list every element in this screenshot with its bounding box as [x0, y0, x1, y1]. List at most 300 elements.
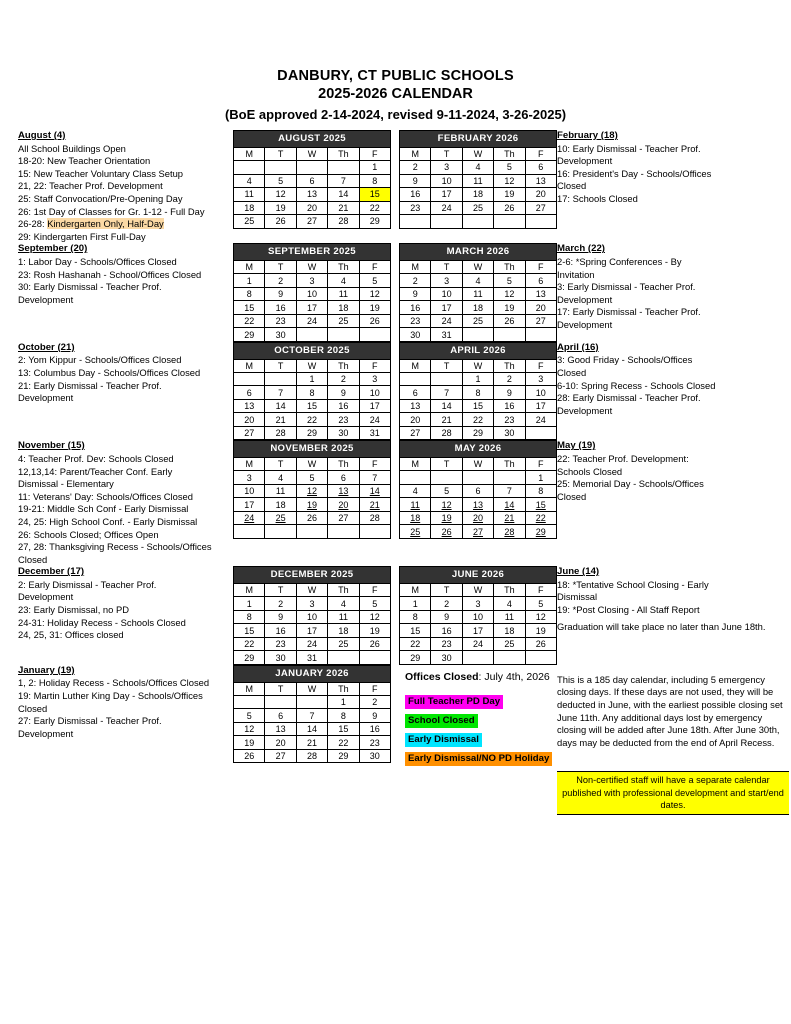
- day-cell[interactable]: 24: [296, 314, 327, 328]
- day-cell[interactable]: 1: [234, 274, 265, 288]
- day-cell[interactable]: 30: [431, 651, 462, 665]
- day-cell[interactable]: 19: [265, 201, 296, 215]
- day-cell[interactable]: 23: [359, 736, 390, 750]
- day-cell[interactable]: 12: [494, 287, 525, 301]
- day-cell[interactable]: 10: [296, 287, 327, 301]
- day-cell[interactable]: 12: [359, 610, 390, 624]
- day-cell[interactable]: 20: [400, 413, 431, 427]
- notes-line: Development: [557, 293, 613, 305]
- dow-header: W: [296, 359, 327, 372]
- day-cell[interactable]: 13: [462, 498, 493, 512]
- day-cell[interactable]: [400, 471, 431, 485]
- day-cell[interactable]: 22: [400, 637, 431, 651]
- day-cell[interactable]: 15: [234, 301, 265, 315]
- day-cell[interactable]: [296, 525, 327, 539]
- day-cell[interactable]: [431, 215, 462, 229]
- day-cell[interactable]: 6: [462, 484, 493, 498]
- day-cell[interactable]: 19: [494, 301, 525, 315]
- day-cell[interactable]: 28: [265, 426, 296, 440]
- day-cell[interactable]: [359, 525, 390, 539]
- day-cell[interactable]: 17: [234, 498, 265, 512]
- day-cell[interactable]: 19: [359, 301, 390, 315]
- day-cell[interactable]: 4: [328, 274, 359, 288]
- day-cell[interactable]: 28: [296, 749, 327, 763]
- day-cell[interactable]: 2: [265, 597, 296, 611]
- day-cell[interactable]: 30: [328, 426, 359, 440]
- day-cell[interactable]: 25: [234, 215, 265, 229]
- day-cell[interactable]: 3: [296, 597, 327, 611]
- calendar-may: [399, 440, 557, 566]
- notes-line: 19: Martin Luther King Day - Schools/Offices: [18, 689, 203, 701]
- day-cell[interactable]: 3: [234, 471, 265, 485]
- day-cell[interactable]: 12: [265, 188, 296, 202]
- day-cell[interactable]: 1: [234, 597, 265, 611]
- day-cell[interactable]: 3: [525, 372, 556, 386]
- day-cell[interactable]: 7: [296, 709, 327, 723]
- day-cell[interactable]: 25: [494, 637, 525, 651]
- day-cell[interactable]: [431, 471, 462, 485]
- day-cell[interactable]: 5: [265, 174, 296, 188]
- notes-heading: April (16): [557, 341, 599, 353]
- day-cell[interactable]: [328, 651, 359, 665]
- day-cell[interactable]: 19: [494, 188, 525, 202]
- day-cell[interactable]: 29: [525, 525, 556, 539]
- day-cell[interactable]: 16: [328, 399, 359, 413]
- day-cell[interactable]: [234, 372, 265, 386]
- day-cell[interactable]: 23: [494, 413, 525, 427]
- day-cell[interactable]: 3: [462, 597, 493, 611]
- day-cell[interactable]: 28: [431, 426, 462, 440]
- day-cell[interactable]: [328, 328, 359, 342]
- day-cell[interactable]: 11: [462, 174, 493, 188]
- day-cell[interactable]: 17: [296, 301, 327, 315]
- day-cell[interactable]: 20: [525, 301, 556, 315]
- day-cell[interactable]: 26: [494, 314, 525, 328]
- day-cell[interactable]: 27: [525, 314, 556, 328]
- day-cell[interactable]: 24: [525, 413, 556, 427]
- day-cell[interactable]: 23: [400, 201, 431, 215]
- day-cell[interactable]: 30: [400, 328, 431, 342]
- day-cell[interactable]: 16: [400, 301, 431, 315]
- day-cell[interactable]: [462, 215, 493, 229]
- day-cell[interactable]: 19: [234, 736, 265, 750]
- day-cell[interactable]: 15: [359, 188, 390, 202]
- day-cell[interactable]: [296, 328, 327, 342]
- day-cell[interactable]: 20: [234, 413, 265, 427]
- day-cell[interactable]: [525, 215, 556, 229]
- day-cell[interactable]: 17: [462, 624, 493, 638]
- day-cell[interactable]: 28: [494, 525, 525, 539]
- day-cell[interactable]: 22: [328, 736, 359, 750]
- day-cell[interactable]: 10: [431, 287, 462, 301]
- day-cell[interactable]: 31: [296, 651, 327, 665]
- day-cell[interactable]: 27: [400, 426, 431, 440]
- day-cell[interactable]: [265, 695, 296, 709]
- day-cell[interactable]: 18: [400, 511, 431, 525]
- day-cell[interactable]: [400, 372, 431, 386]
- day-cell[interactable]: 11: [265, 484, 296, 498]
- day-cell[interactable]: 22: [296, 413, 327, 427]
- day-cell[interactable]: 9: [494, 386, 525, 400]
- day-cell[interactable]: 13: [234, 399, 265, 413]
- month-table: [399, 243, 557, 342]
- day-cell[interactable]: 2: [328, 372, 359, 386]
- day-cell[interactable]: 27: [525, 201, 556, 215]
- day-cell[interactable]: 30: [265, 651, 296, 665]
- day-cell[interactable]: 2: [400, 274, 431, 288]
- day-cell[interactable]: [296, 695, 327, 709]
- day-cell[interactable]: 17: [431, 188, 462, 202]
- day-cell[interactable]: 22: [525, 511, 556, 525]
- day-cell[interactable]: [494, 471, 525, 485]
- day-cell[interactable]: 8: [462, 386, 493, 400]
- day-cell[interactable]: 20: [296, 201, 327, 215]
- day-cell[interactable]: 10: [525, 386, 556, 400]
- day-cell[interactable]: 18: [462, 188, 493, 202]
- day-cell[interactable]: 21: [296, 736, 327, 750]
- day-cell[interactable]: 26: [265, 215, 296, 229]
- day-cell[interactable]: 17: [431, 301, 462, 315]
- day-cell[interactable]: [265, 525, 296, 539]
- day-cell[interactable]: 11: [462, 287, 493, 301]
- day-cell[interactable]: 12: [359, 287, 390, 301]
- day-cell[interactable]: 14: [265, 399, 296, 413]
- day-cell[interactable]: 4: [400, 484, 431, 498]
- day-cell[interactable]: 15: [462, 399, 493, 413]
- day-cell[interactable]: 27: [234, 426, 265, 440]
- day-cell[interactable]: 7: [265, 386, 296, 400]
- day-cell[interactable]: 27: [296, 215, 327, 229]
- week-row: [400, 188, 557, 202]
- day-cell[interactable]: 6: [234, 386, 265, 400]
- day-cell[interactable]: 14: [296, 722, 327, 736]
- day-cell[interactable]: 1: [328, 695, 359, 709]
- notes-heading: May (19): [557, 440, 596, 452]
- day-cell[interactable]: 16: [359, 722, 390, 736]
- day-cell[interactable]: 1: [462, 372, 493, 386]
- day-cell[interactable]: 18: [234, 201, 265, 215]
- day-cell[interactable]: 5: [525, 597, 556, 611]
- day-cell[interactable]: 5: [359, 274, 390, 288]
- day-cell[interactable]: 8: [234, 287, 265, 301]
- day-cell[interactable]: 8: [296, 386, 327, 400]
- day-cell[interactable]: 31: [431, 328, 462, 342]
- day-cell[interactable]: 16: [431, 624, 462, 638]
- offices-closed-value: : July 4th, 2026: [478, 670, 550, 683]
- day-cell[interactable]: 14: [494, 498, 525, 512]
- day-cell[interactable]: [525, 328, 556, 342]
- day-cell[interactable]: 25: [400, 525, 431, 539]
- day-cell[interactable]: 8: [234, 610, 265, 624]
- day-cell[interactable]: [431, 372, 462, 386]
- day-cell[interactable]: 25: [462, 201, 493, 215]
- day-cell[interactable]: [234, 161, 265, 175]
- day-cell[interactable]: 2: [265, 274, 296, 288]
- day-cell[interactable]: 21: [265, 413, 296, 427]
- day-cell[interactable]: 2: [359, 695, 390, 709]
- day-cell[interactable]: [265, 161, 296, 175]
- day-cell[interactable]: 22: [359, 201, 390, 215]
- day-cell[interactable]: 26: [525, 637, 556, 651]
- day-cell[interactable]: 4: [462, 274, 493, 288]
- day-cell[interactable]: 11: [400, 498, 431, 512]
- day-cell[interactable]: 18: [265, 498, 296, 512]
- day-cell[interactable]: 13: [400, 399, 431, 413]
- day-cell[interactable]: 29: [359, 215, 390, 229]
- day-cell[interactable]: 1: [525, 471, 556, 485]
- day-cell[interactable]: 9: [265, 287, 296, 301]
- day-cell[interactable]: 13: [328, 484, 359, 498]
- day-cell[interactable]: 20: [265, 736, 296, 750]
- week-row: [400, 201, 557, 215]
- day-cell[interactable]: 15: [400, 624, 431, 638]
- day-cell[interactable]: 6: [525, 274, 556, 288]
- day-cell[interactable]: 26: [234, 749, 265, 763]
- day-cell[interactable]: 6: [400, 386, 431, 400]
- day-cell[interactable]: 26: [431, 525, 462, 539]
- day-cell[interactable]: 31: [359, 426, 390, 440]
- day-cell[interactable]: 11: [328, 610, 359, 624]
- day-cell[interactable]: [494, 328, 525, 342]
- day-cell[interactable]: [234, 525, 265, 539]
- day-cell[interactable]: 2: [431, 597, 462, 611]
- day-cell[interactable]: 13: [296, 188, 327, 202]
- dow-header: Th: [328, 584, 359, 597]
- day-cell[interactable]: 29: [234, 651, 265, 665]
- day-cell[interactable]: 2: [400, 161, 431, 175]
- day-cell[interactable]: 18: [494, 624, 525, 638]
- day-cell[interactable]: [494, 215, 525, 229]
- day-cell[interactable]: 22: [234, 637, 265, 651]
- day-cell[interactable]: 13: [525, 174, 556, 188]
- day-cell[interactable]: 7: [328, 174, 359, 188]
- month-table: [233, 566, 391, 665]
- day-cell[interactable]: [462, 651, 493, 665]
- day-cell[interactable]: 26: [359, 314, 390, 328]
- day-cell[interactable]: [328, 525, 359, 539]
- day-cell[interactable]: 24: [296, 637, 327, 651]
- day-cell[interactable]: 8: [359, 174, 390, 188]
- day-cell[interactable]: 21: [359, 498, 390, 512]
- day-cell[interactable]: 15: [525, 498, 556, 512]
- day-cell[interactable]: [525, 426, 556, 440]
- notes-line: 11: Veterans' Day: Schools/Offices Closed: [18, 490, 193, 502]
- day-cell[interactable]: 9: [431, 610, 462, 624]
- week-row: [234, 215, 391, 229]
- day-cell[interactable]: 25: [265, 511, 296, 525]
- day-cell[interactable]: 22: [234, 314, 265, 328]
- day-cell[interactable]: 18: [328, 624, 359, 638]
- day-cell[interactable]: 20: [328, 498, 359, 512]
- day-cell[interactable]: 30: [265, 328, 296, 342]
- day-cell[interactable]: 28: [359, 511, 390, 525]
- week-row: [400, 372, 557, 386]
- day-cell[interactable]: 19: [525, 624, 556, 638]
- day-cell[interactable]: 6: [328, 471, 359, 485]
- day-cell[interactable]: 25: [328, 637, 359, 651]
- approval-line: (BoE approved 2-14-2024, revised 9-11-2024, 3-26-2025): [224, 107, 567, 122]
- day-cell[interactable]: 10: [462, 610, 493, 624]
- week-row: [234, 174, 391, 188]
- day-cell[interactable]: 18: [462, 301, 493, 315]
- day-cell[interactable]: 15: [296, 399, 327, 413]
- day-cell[interactable]: [359, 651, 390, 665]
- day-cell[interactable]: 22: [462, 413, 493, 427]
- day-cell[interactable]: 9: [400, 287, 431, 301]
- day-cell[interactable]: 14: [431, 399, 462, 413]
- day-cell[interactable]: 5: [359, 597, 390, 611]
- day-cell[interactable]: 7: [359, 471, 390, 485]
- day-cell[interactable]: 2: [494, 372, 525, 386]
- day-cell[interactable]: 17: [296, 624, 327, 638]
- day-cell[interactable]: 24: [431, 314, 462, 328]
- day-cell[interactable]: 19: [431, 511, 462, 525]
- day-cell[interactable]: 18: [328, 301, 359, 315]
- day-cell[interactable]: 6: [296, 174, 327, 188]
- day-cell[interactable]: 10: [296, 610, 327, 624]
- day-cell[interactable]: 23: [265, 314, 296, 328]
- day-cell[interactable]: 19: [296, 498, 327, 512]
- day-cell[interactable]: 21: [431, 413, 462, 427]
- day-cell[interactable]: 25: [462, 314, 493, 328]
- notes-line: Closed: [557, 490, 587, 502]
- day-cell[interactable]: 29: [328, 749, 359, 763]
- day-cell[interactable]: 7: [431, 386, 462, 400]
- day-cell[interactable]: 8: [328, 709, 359, 723]
- day-cell[interactable]: 3: [359, 372, 390, 386]
- day-cell[interactable]: 17: [525, 399, 556, 413]
- day-cell[interactable]: 11: [494, 610, 525, 624]
- day-cell[interactable]: 11: [234, 188, 265, 202]
- day-cell[interactable]: 30: [494, 426, 525, 440]
- day-cell[interactable]: [359, 328, 390, 342]
- day-cell[interactable]: 9: [265, 610, 296, 624]
- month-title: OCTOBER 2025: [234, 342, 391, 359]
- day-cell[interactable]: 23: [400, 314, 431, 328]
- day-cell[interactable]: 16: [400, 188, 431, 202]
- day-cell[interactable]: 15: [328, 722, 359, 736]
- day-cell[interactable]: [400, 215, 431, 229]
- day-cell[interactable]: [494, 651, 525, 665]
- day-cell[interactable]: 6: [265, 709, 296, 723]
- day-cell[interactable]: 9: [359, 709, 390, 723]
- day-cell[interactable]: 12: [431, 498, 462, 512]
- day-cell[interactable]: 21: [494, 511, 525, 525]
- day-cell[interactable]: 12: [234, 722, 265, 736]
- day-cell[interactable]: 24: [462, 637, 493, 651]
- day-cell[interactable]: 29: [296, 426, 327, 440]
- day-cell[interactable]: [328, 161, 359, 175]
- day-cell[interactable]: 4: [234, 174, 265, 188]
- dow-header: M: [234, 458, 265, 471]
- calendars-row-4: [233, 440, 557, 566]
- day-cell[interactable]: 5: [494, 274, 525, 288]
- day-cell[interactable]: 1: [359, 161, 390, 175]
- day-cell[interactable]: 16: [265, 301, 296, 315]
- day-cell[interactable]: 6: [525, 161, 556, 175]
- day-cell[interactable]: 23: [431, 637, 462, 651]
- day-cell[interactable]: 14: [359, 484, 390, 498]
- day-cell[interactable]: 24: [431, 201, 462, 215]
- day-cell[interactable]: 4: [265, 471, 296, 485]
- day-cell[interactable]: 12: [525, 610, 556, 624]
- day-cell[interactable]: 16: [265, 624, 296, 638]
- day-cell[interactable]: 24: [234, 511, 265, 525]
- day-cell[interactable]: [265, 372, 296, 386]
- day-cell[interactable]: 5: [431, 484, 462, 498]
- notes-august: [18, 130, 233, 243]
- day-cell[interactable]: [462, 328, 493, 342]
- day-cell[interactable]: 30: [359, 749, 390, 763]
- day-cell[interactable]: 28: [328, 215, 359, 229]
- day-cell[interactable]: 26: [359, 637, 390, 651]
- day-cell[interactable]: 9: [328, 386, 359, 400]
- day-cell[interactable]: 8: [400, 610, 431, 624]
- day-cell[interactable]: 29: [400, 651, 431, 665]
- day-cell[interactable]: 26: [296, 511, 327, 525]
- dow-header: W: [296, 261, 327, 274]
- day-cell[interactable]: 24: [359, 413, 390, 427]
- day-cell[interactable]: 27: [265, 749, 296, 763]
- day-cell[interactable]: 29: [234, 328, 265, 342]
- day-cell[interactable]: 4: [494, 597, 525, 611]
- day-cell[interactable]: 15: [234, 624, 265, 638]
- day-cell[interactable]: 4: [328, 597, 359, 611]
- day-cell[interactable]: 3: [296, 274, 327, 288]
- day-cell[interactable]: 4: [462, 161, 493, 175]
- day-cell[interactable]: 20: [525, 188, 556, 202]
- day-cell[interactable]: 13: [525, 287, 556, 301]
- day-cell[interactable]: 17: [359, 399, 390, 413]
- day-cell[interactable]: 27: [462, 525, 493, 539]
- district-name: DANBURY, CT PUBLIC SCHOOLS: [277, 68, 514, 84]
- day-cell[interactable]: 9: [400, 174, 431, 188]
- day-cell[interactable]: 1: [400, 597, 431, 611]
- day-cell[interactable]: 10: [431, 174, 462, 188]
- day-cell[interactable]: 27: [328, 511, 359, 525]
- day-cell[interactable]: 26: [494, 201, 525, 215]
- day-cell[interactable]: 12: [296, 484, 327, 498]
- day-cell[interactable]: 16: [494, 399, 525, 413]
- day-cell[interactable]: [525, 651, 556, 665]
- day-cell[interactable]: 25: [328, 314, 359, 328]
- day-cell[interactable]: 3: [431, 161, 462, 175]
- day-cell[interactable]: 23: [265, 637, 296, 651]
- day-cell[interactable]: 23: [328, 413, 359, 427]
- day-cell[interactable]: [462, 471, 493, 485]
- day-cell[interactable]: 8: [525, 484, 556, 498]
- day-cell[interactable]: 3: [431, 274, 462, 288]
- day-cell[interactable]: 5: [494, 161, 525, 175]
- day-cell[interactable]: 10: [234, 484, 265, 498]
- day-cell[interactable]: 29: [462, 426, 493, 440]
- day-cell[interactable]: [296, 161, 327, 175]
- day-cell[interactable]: 19: [359, 624, 390, 638]
- day-cell[interactable]: 20: [462, 511, 493, 525]
- day-cell[interactable]: 5: [234, 709, 265, 723]
- page-title: [0, 0, 791, 126]
- day-cell[interactable]: 11: [328, 287, 359, 301]
- day-cell[interactable]: 10: [359, 386, 390, 400]
- day-cell[interactable]: 1: [296, 372, 327, 386]
- day-cell[interactable]: 7: [494, 484, 525, 498]
- day-cell[interactable]: 21: [328, 201, 359, 215]
- day-cell[interactable]: 13: [265, 722, 296, 736]
- day-cell[interactable]: 5: [296, 471, 327, 485]
- day-cell[interactable]: [234, 695, 265, 709]
- day-cell[interactable]: 14: [328, 188, 359, 202]
- day-cell[interactable]: 12: [494, 174, 525, 188]
